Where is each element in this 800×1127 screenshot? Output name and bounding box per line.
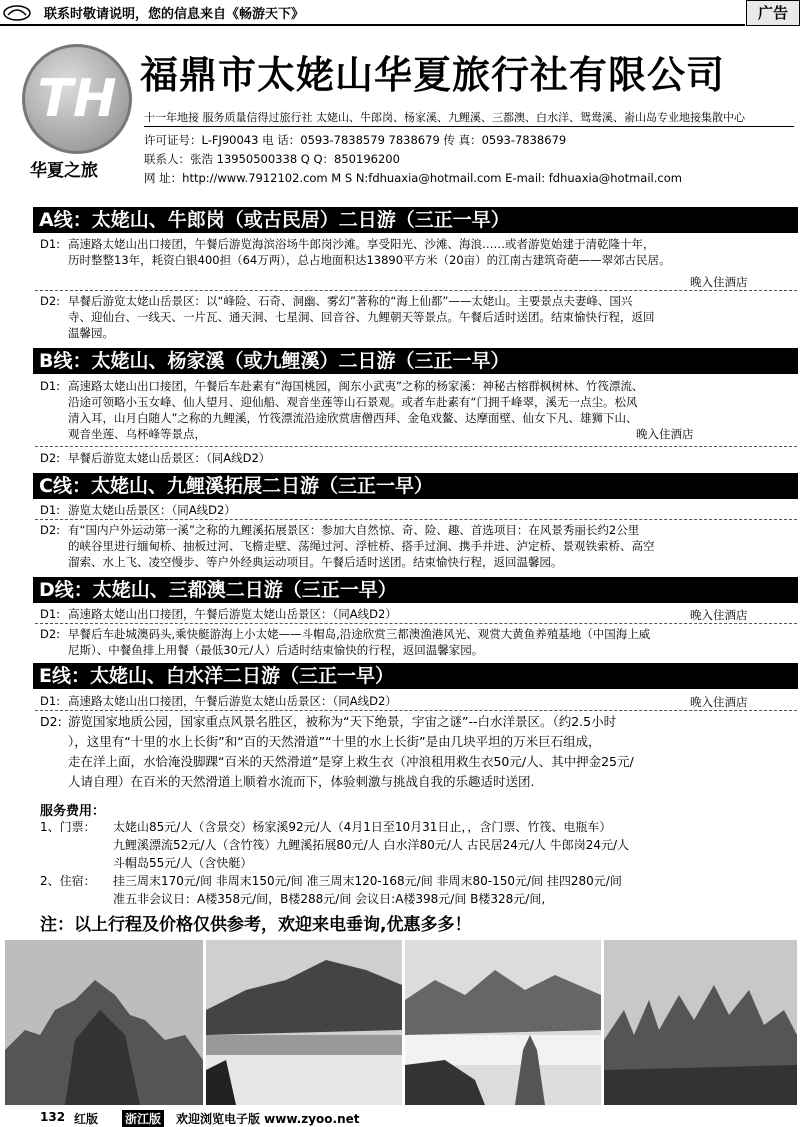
tickets-line: 九鲤溪漂流52元/人（含竹筏）九鲤溪拓展80元/人 白水洋80元/人 古民居24元/人 牛郎岗24元/人	[113, 838, 630, 852]
text-line: 走在洋上面，水恰淹没脚踝“百米的天然滑道”是穿上救生衣（冲浪租用救生衣50元/人、其中押金25元/	[68, 754, 634, 769]
divider	[35, 710, 797, 711]
text-line: 观音坐莲、乌杯峰等景点，	[68, 427, 206, 441]
day-text: 游览太姥山岳景区：（同A线D2）	[68, 503, 236, 517]
text-line: 早餐后车赴城澳码头,乘快艇游海上小太姥——斗帽岛,沿途欣赏三都澳渔港风光、观赏大黄鱼养殖基地（中国海上威	[68, 627, 651, 641]
page-footer	[0, 1108, 800, 1127]
route-a-title: A线：太姥山、牛郎岗（或古民居）二日游（三正一早）	[33, 207, 798, 233]
disclaimer-note: 注：以上行程及价格仅供参考，欢迎来电垂询,优惠多多！	[40, 915, 472, 935]
text-line: 游览国家地质公园，国家重点风景名胜区，被称为“天下绝景，宇宙之谜”--白水洋景区。（约2.5小时	[68, 714, 617, 729]
day-label: D2:	[40, 627, 61, 641]
text-line: 高速路太姥山出口接团，午餐后车赴素有“海国桃园，闽东小武夷”之称的杨家溪：神秘古榕群枫树林、竹筏漂流、	[68, 379, 644, 393]
route-b-stay: 晚入住酒店	[636, 427, 694, 441]
day-text: 高速路太姥山出口接团，午餐后游览太姥山岳景区：（同A线D2）	[68, 607, 397, 621]
text-line: 温馨园。	[68, 326, 114, 340]
text-line: 有“国内户外运动第一溪”之称的九鲤溪拓展景区：参加大自然惊、奇、险、趣、首选项目：在风景秀丽长约2公里	[68, 523, 640, 537]
tagline-divider	[144, 126, 794, 127]
day-label: D1:	[40, 694, 61, 708]
route-d-title: D线：太姥山、三都澳二日游（三正一早）	[33, 577, 798, 603]
text-line: 早餐后游览太姥山岳景区：以“峰险、石奇、洞幽、雾幻”著称的“海上仙都”——太姥山。主要景点夫妻峰、国兴	[68, 294, 633, 308]
company-name: 福鼎市太姥山华夏旅行社有限公司	[140, 53, 726, 97]
day-label: D2:	[40, 714, 62, 729]
day-label: D1:	[40, 379, 61, 393]
ad-tag: 广告	[746, 0, 800, 26]
lodging-line: 挂三周末170元/间 非周末150元/间 准三周末120-168元/间 非周末80-150元/间 挂四280元/间	[113, 874, 622, 888]
day-text	[68, 626, 794, 658]
divider	[35, 519, 797, 520]
text-line: 人请自理）在百米的天然滑道上顺着水流而下，体验刺激与挑战自我的乐趣适时送团.	[68, 774, 535, 789]
temple-sea-of-clouds-photo	[405, 940, 601, 1105]
lodging-label: 2、住宿：	[40, 874, 96, 888]
text-line: 的峡谷里进行缅甸桥、抽板过河、飞檐走壁、荡绳过河、浮桩桥、搭手过涧、携手并进、泸定桥、景观铁索桥、高空	[68, 539, 655, 553]
page-number: 132	[40, 1110, 66, 1124]
day-label: D2:	[40, 523, 61, 537]
top-divider	[0, 24, 745, 26]
photo-strip	[5, 940, 797, 1105]
day-text	[68, 522, 794, 570]
lodging-line: 准五非会议日：A楼358元/间，B楼288元/间 会议日:A楼398元/间 B楼328元/间,	[113, 892, 546, 906]
day-label: D1:	[40, 237, 61, 251]
license-phone-fax: 许可证号：L-FJ90043 电 话：0593-7838579 7838679 传 真：0593-7838679	[144, 133, 567, 147]
tickets-line: 斗帽岛55元/人（含快艇）	[113, 856, 253, 870]
company-logo	[22, 44, 132, 154]
text-line: 尼斯）、中餐鱼排上用餐（最低30元/人）后适时结束愉快的行程，返回温馨家园。	[68, 643, 484, 657]
day-label: D1:	[40, 607, 61, 621]
text-line: 沿途可领略小玉女峰、仙人望月、迎仙船、观音坐莲等山石景观。或者车赴素有“门拥千峰翠，溪无一点尘。松风	[68, 395, 638, 409]
day-label: D1:	[40, 503, 61, 517]
text-line: 高速路太姥山出口接团，午餐后游览海滨浴场牛郎岗沙滩。享受阳光、沙滩、海浪……或者游览始建于清乾隆十年，	[68, 237, 655, 251]
logo-letters: TH	[37, 69, 117, 129]
company-tagline: 十一年地接 服务质量信得过旅行社 太姥山、牛郎岗、杨家溪、九鲤溪、三都澳、白水洋、鸳鸯溪、嵛山岛专业地接集散中心	[144, 111, 745, 124]
route-c-title: C线：太姥山、九鲤溪拓展二日游（三正一早）	[33, 473, 798, 499]
divider	[35, 623, 797, 624]
route-d-day2	[40, 626, 796, 660]
tickets-line: 太姥山85元/人（含景交）杨家溪92元/人（4月1日至10月31日止，，含门票、竹筏、电瓶车）	[113, 820, 612, 834]
route-e-day1	[40, 693, 796, 709]
divider	[35, 446, 797, 447]
logo-slogan: 华夏之旅	[30, 161, 98, 181]
text-line: 溜索、水上飞、凌空慢步、等户外经典运动项目。午餐后适时送团。结束愉快行程，返回温馨园。	[68, 555, 563, 569]
website-promo: 欢迎浏览电子版 www.zyoo.net	[176, 1112, 360, 1126]
text-line: 寺、迎仙台、一线天、一片瓦、通天洞、七星洞、回音谷、九鲤朝天等景点。午餐后适时送团。结束愉快行程，返回	[68, 310, 655, 324]
text-line: 清入耳，山月白随人”之称的九鲤溪，竹筏漂流沿途欣赏唐僧西拜、金龟戏鳌、达摩面壁、仙女下凡、雄狮下山、	[68, 411, 638, 425]
route-c-day1	[40, 502, 796, 518]
company-header	[8, 36, 798, 196]
route-e-stay: 晚入住酒店	[690, 695, 748, 709]
day-text	[68, 712, 794, 792]
route-d-day1	[40, 606, 796, 622]
route-b-title: B线：太姥山、杨家溪（或九鲤溪）二日游（三正一早）	[33, 348, 798, 374]
beach-photo	[206, 940, 402, 1105]
route-a-day1	[40, 236, 796, 270]
rock-peaks-photo	[5, 940, 203, 1105]
day-text: 早餐后游览太姥山岳景区：（同A线D2）	[68, 451, 271, 465]
web-email: 网 址：http://www.7912102.com M S N:fdhuaxia@hotmail.com E-mail: fdhuaxia@hotmail.com	[144, 171, 682, 185]
source-notice: 联系时敬请说明，您的信息来自《畅游天下》	[44, 7, 305, 22]
day-label: D2:	[40, 451, 61, 465]
magazine-logo-icon	[2, 3, 32, 21]
contact-qq: 联系人：张浩 13950500338 Q Q：850196200	[144, 152, 400, 166]
edition-label: 红版	[74, 1112, 99, 1126]
stone-pillars-photo	[604, 940, 797, 1105]
service-fees-title: 服务费用：	[40, 804, 106, 819]
route-b-day2	[40, 450, 796, 466]
top-bar	[0, 0, 800, 26]
route-d-stay: 晚入住酒店	[690, 608, 748, 622]
text-line: ），这里有“十里的水上长街”和“百的天然滑道”“十里的水上长街”是由几块平坦的万米巨石组成，	[68, 734, 601, 749]
route-a-stay: 晚入住酒店	[690, 275, 748, 289]
day-label: D2:	[40, 294, 61, 308]
divider	[35, 290, 797, 291]
route-e-title: E线：太姥山、白水洋二日游（三正一早）	[33, 663, 798, 689]
route-e-day2	[40, 712, 796, 794]
text-line: 历时整整13年，耗资白银400担（64万两），总占地面积达13890平方米（20亩）的江南古建筑奇葩——翠郊古民居。	[68, 253, 671, 267]
day-text: 高速路太姥山出口接团，午餐后游览太姥山岳景区：（同A线D2）	[68, 694, 397, 708]
tickets-label: 1、门票：	[40, 820, 96, 834]
day-text	[68, 293, 794, 341]
route-a-day2	[40, 293, 796, 343]
day-text	[68, 236, 794, 268]
region-label: 浙江版	[122, 1110, 164, 1127]
route-c-day2	[40, 522, 796, 572]
